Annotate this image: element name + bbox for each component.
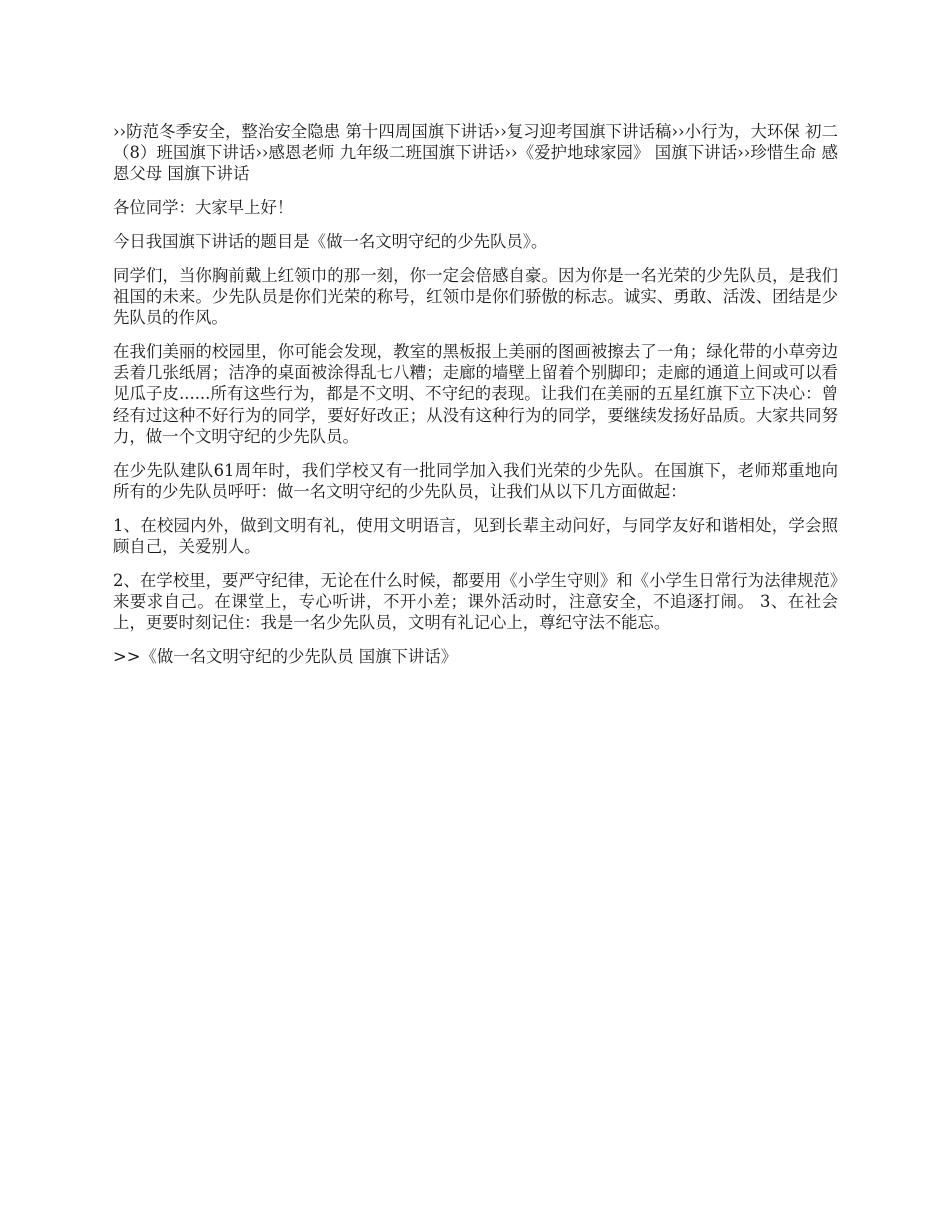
speech-topic: 今日我国旗下讲话的题目是《做一名文明守纪的少先队员》。 — [113, 232, 548, 251]
related-link-3[interactable]: ››小行为，大环保 初二（8）班国旗下讲话 — [113, 122, 839, 163]
body-paragraph-2: 在我们美丽的校园里，你可能会发现，教室的黑板报上美丽的图画被擦去了一角；绿化带的小草旁边丢着几张纸屑；洁净的桌面被涂得乱七八糟；走廊的墙壁上留着个别脚印；走廊的通道上间或可以看见瓜子皮......所有这些行为，都是不文明、不守纪的表现。让我们在美丽的五星红旗下立下决心：曾经有过这种不好行为的同学，要好好改正；从没有这种行为的同学，要继续发扬好品质。大家共同努力，做一个文明守纪的少先队员。 — [113, 342, 838, 446]
footer-link-line — [113, 646, 838, 667]
greeting: 各位同学：大家早上好！ — [113, 198, 294, 218]
list-item-1: 1、在校园内外，做到文明有礼，使用文明语言，见到长辈主动问好，与同学友好和谐相处，学会照顾自己，关爱别人。 — [113, 515, 838, 556]
related-link-5[interactable]: ››《爱护地球家园》 国旗下讲话 — [504, 143, 738, 163]
related-link-4[interactable]: ››感恩老师 九年级二班国旗下讲话 — [255, 143, 505, 163]
related-links — [113, 121, 838, 185]
related-link-1[interactable]: ››防范冬季安全，整治安全隐患 第十四周国旗下讲话 — [113, 122, 494, 141]
related-link-6[interactable]: ››珍惜生命 感恩父母 国旗下讲话 — [113, 143, 838, 184]
related-link-2[interactable]: ››复习迎考国旗下讲话稿 — [493, 122, 672, 141]
body-paragraph-1: 同学们，当你胸前戴上红领巾的那一刻，你一定会倍感自豪。因为你是一名光荣的少先队员，是我们祖国的未来。少先队员是你们光荣的称号，红领巾是你们骄傲的标志。诚实、勇敢、活泼、团结是少先队员的作风。 — [113, 265, 838, 328]
footer-link[interactable]: >>《做一名文明守纪的少先队员 国旗下讲话》 — [113, 646, 458, 666]
document-page — [113, 121, 838, 680]
list-item-2: 2、在学校里，要严守纪律，无论在什么时候，都要用《小学生守则》和《小学生日常行为法律规范》来要求自己。在课堂上，专心听讲，不开小差；课外活动时，注意安全，不追逐打闹。 3、在社会上，更要时刻记住：我是一名少先队员，文明有礼记心上，尊纪守法不能忘。 — [113, 570, 838, 633]
body-paragraph-3: 在少先队建队61周年时，我们学校又有一批同学加入我们光荣的少先队。在国旗下，老师郑重地向所有的少先队员呼吁：做一名文明守纪的少先队员，让我们从以下几方面做起： — [113, 460, 838, 501]
